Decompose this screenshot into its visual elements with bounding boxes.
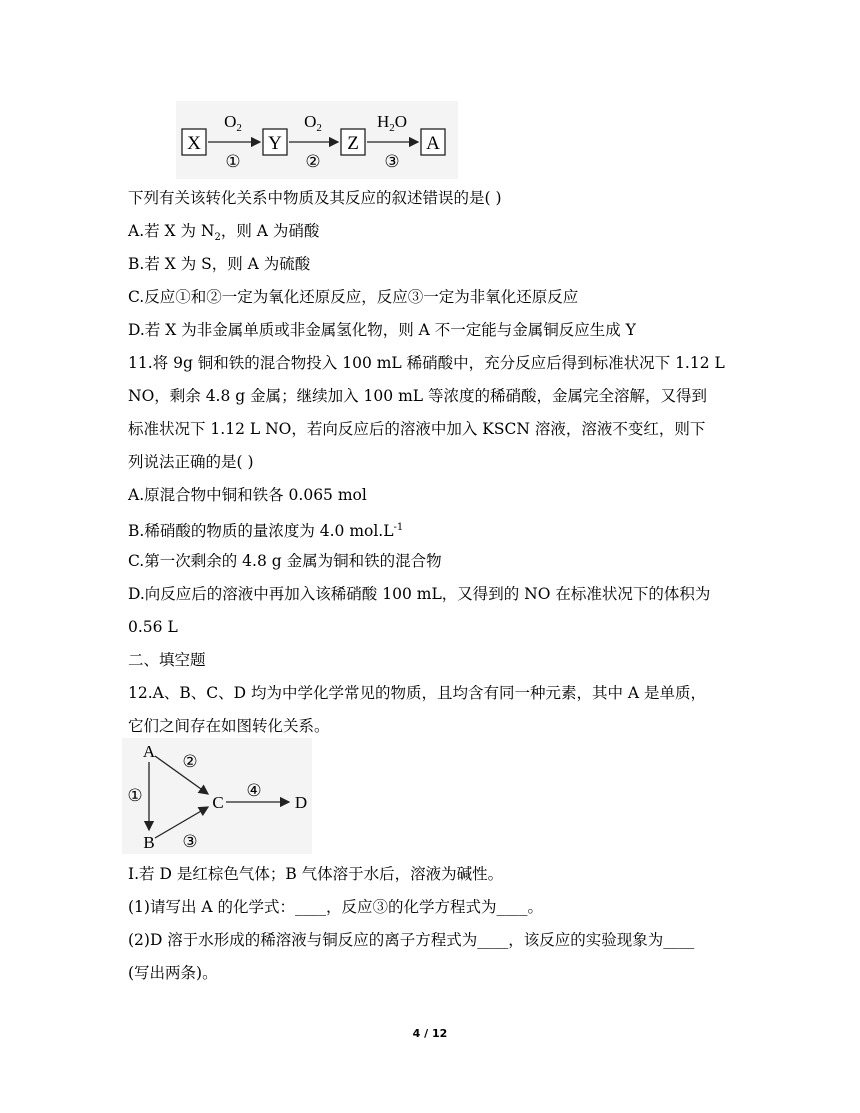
- q11-stem-line-3: 标准状况下 1.12 L NO，若向反应后的溶液中加入 KSCN 溶液，溶液不变红，则下: [128, 420, 706, 438]
- conversion-diagram: [176, 101, 458, 179]
- conversion-diagram-svg: [176, 101, 458, 179]
- q11-option-d-line-2: 0.56 L: [128, 618, 178, 636]
- node-x: X: [187, 133, 201, 154]
- q11-option-b: B.稀硝酸的物质的量浓度为 4.0 $mol.L^{-1}$: [128, 522, 404, 541]
- label-reaction-3: ③: [182, 832, 198, 851]
- label-reaction-4: ④: [246, 781, 262, 800]
- q11-stem-line-2: NO，剩余 4.8 g 金属；继续加入 100 mL 等浓度的稀硝酸，金属完全溶解，又得到: [128, 387, 707, 405]
- arrow-1-step: ①: [225, 152, 241, 171]
- q10-option-a: A.若 X 为 $N_2$，则 A 为硝酸: [128, 222, 320, 244]
- arrow-2-reagent: $O_2$: [304, 112, 322, 134]
- q12-sub-question-2-line-2: (写出两条)。: [128, 964, 218, 982]
- triangle-diagram-svg: [122, 738, 312, 854]
- arrow-3-step: ③: [384, 152, 400, 171]
- q12-sub-question-1: (1)请写出 A 的化学式：____，反应③的化学方程式为____。: [128, 898, 544, 916]
- node-c: C: [212, 793, 224, 812]
- triangle-diagram: [122, 738, 312, 854]
- label-reaction-1: ①: [127, 786, 143, 805]
- q10-option-b: B.若 X 为 S，则 A 为硫酸: [128, 255, 311, 273]
- node-y: Y: [268, 133, 282, 154]
- page-number: 4 / 12: [412, 1027, 448, 1040]
- q11-option-a: A.原混合物中铜和铁各 0.065 mol: [128, 486, 367, 504]
- q10-option-c: C.反应①和②一定为氧化还原反应，反应③一定为非氧化还原反应: [128, 288, 579, 306]
- q10-stem: 下列有关该转化关系中物质及其反应的叙述错误的是( ): [128, 189, 502, 207]
- node-d: D: [294, 793, 308, 812]
- q12-part-1: Ⅰ.若 D 是红棕色气体；B 气体溶于水后，溶液为碱性。: [128, 865, 504, 883]
- q12-sub-question-2-line-1: (2)D 溶于水形成的稀溶液与铜反应的离子方程式为____，该反应的实验现象为____: [128, 931, 695, 949]
- node-a: A: [426, 133, 440, 154]
- section-title: 二、填空题: [128, 651, 206, 669]
- q11-option-d-line-1: D.向反应后的溶液中再加入该稀硝酸 100 mL，又得到的 NO 在标准状况下的体积为: [128, 585, 711, 603]
- arrow-3-reagent: $H_2O$: [376, 112, 408, 134]
- arrow-2-step: ②: [305, 152, 321, 171]
- q11-stem-line-1: 11.将 9g 铜和铁的混合物投入 100 mL 稀硝酸中，充分反应后得到标准状况下 1.12 L: [128, 354, 725, 372]
- q11-option-c: C.第一次剩余的 4.8 g 金属为铜和铁的混合物: [128, 552, 442, 570]
- q10-option-d: D.若 X 为非金属单质或非金属氢化物，则 A 不一定能与金属铜反应生成 Y: [128, 321, 636, 339]
- node-a: A: [142, 742, 156, 761]
- arrow-1-reagent: $O_2$: [224, 112, 242, 134]
- label-reaction-2: ②: [182, 752, 198, 771]
- q11-stem-line-4: 列说法正确的是( ): [128, 453, 254, 471]
- node-b: B: [143, 833, 155, 852]
- node-z: Z: [347, 133, 359, 154]
- q12-stem-line-1: 12.A、B、C、D 均为中学化学常见的物质，且均含有同一种元素，其中 A 是单质，: [128, 684, 706, 702]
- q12-stem-line-2: 它们之间存在如图转化关系。: [128, 717, 330, 735]
